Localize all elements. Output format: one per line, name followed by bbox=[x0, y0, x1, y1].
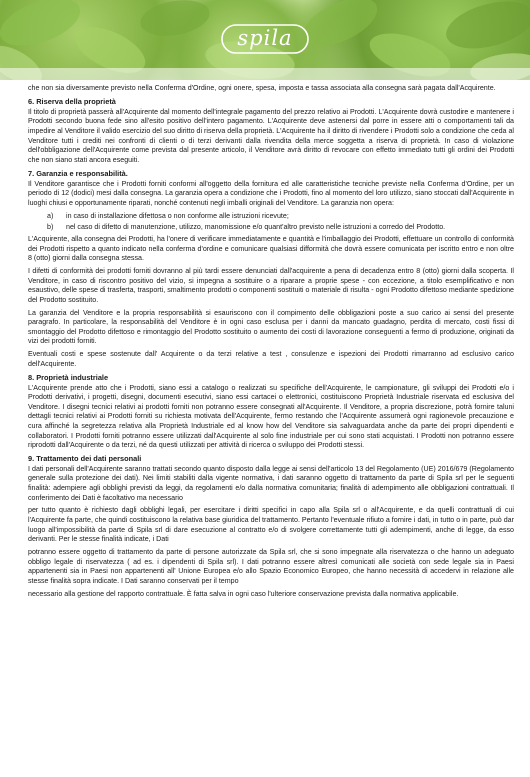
section-7-paragraph-4: La garanzia del Venditore e la propria responsabilità si esauriscono con il compimento delle obbligazioni poste a suo carico ai sensi del presente paragrafo. In particolare, la responsabilità del Venditore è in ogni caso esclusa per i danni da mancato guadagno, perdita di mercato, costi fissi di smontaggio del Prodotto difettoso e rimontaggio del Prodotto sostituito o aumento dei costi di lavorazione conseguenti a fermo di produzione, originati da vizi dei prodotti forniti. bbox=[28, 308, 514, 346]
section-7-paragraph-3: I difetti di conformità dei prodotti forniti dovranno al più tardi essere denunciati dall'acquirente a pena di decadenza entro 8 (otto) giorni dalla scoperta. Il Venditore, in caso di riscontro positivo del vizio, si impegna a sostituire o a riparare a proprie spese - con eccezione, a titolo esemplificativo e non esaustivo, delle spese di trasferta, trasporti, smaltimento prodotti o componenti sostituiti o materiale di risulta - ogni Prodotto difettoso mediante spedizione del Prodotto sostituito. bbox=[28, 267, 514, 304]
section-7-paragraph-2: L'Acquirente, alla consegna dei Prodotti, ha l'onere di verificare immediatamente e quantità e l'imballaggio dei Prodotti, effettuare un controllo di conformità dei Prodotti rispetto a quanto indicato nella conferma d'ordine e comunicare qualsiasi difformità che dovrà essere comunicata per iscritto entro e non oltre 8 (otto) giorni dalla consegna stessa. bbox=[28, 235, 514, 263]
section-9-paragraph-3: potranno essere oggetto di trattamento da parte di persone autorizzate da Spila srl, che si sono impegnate alla riservatezza o che hanno un adeguato obbligo legale di riservatezza ( ad es. i dipendenti di Spila srl). I dati potranno essere altresì comunicati alle società con sede legale sia in Paesi appartenenti sia in Paesi non appartenenti all' Unione Europea e/o allo Spazio Economico Europeo, che hanno necessità di accedervi in relazione alle stesse finalità sopra indicate. I Dati saranno conservati per il tempo bbox=[28, 548, 514, 585]
section-7-paragraph-1: Il Venditore garantisce che i Prodotti forniti conformi all'oggetto della fornitura ed alle caratteristiche tecniche previste nella Conferma d'Ordine, per un periodo di 12 (dodici) mesi dalla consegna. La garanzia opera a condizione che i Prodotti, fino al momento del loro utilizzo, siano stoccati dall'Acquirente in luoghi chiusi e opportunamente riparati, nonché contenuti negli imballi originali del Venditore. La garanzia non opera: bbox=[28, 179, 514, 207]
logo-text: spila bbox=[237, 26, 293, 50]
section-6-title: 6. Riserva della proprietà bbox=[28, 96, 116, 106]
document-body bbox=[28, 84, 514, 602]
section-6-paragraph: Il titolo di proprietà passerà all'Acquirente dal momento dell'integrale pagamento del prezzo relativo ai Prodotti. L'Acquirente dovrà custodire e mantenere i Prodotti secondo buona fede sino all'esito positivo dell'intero pagamento. L'Acquirente deve astenersi dal porre in essere atti o comportamenti tali da impedire al Venditore il valido esercizio del suo diritto di riserva della proprietà. L'Acquirente ha il diritto di rivendere i Prodotti solo a condizione che ceda al Venditore tutti i crediti nei confronti di clienti o di terzi derivanti dalla rivendita della merce soggetta a riserva di proprietà. In caso di violazione dell'obbligazione dell'Acquirente come prevista dal presente articolo, il Venditore avrà diritto di revocare con effetto immediato tutti gli ordini dei Prodotti che non siano stati ancora eseguiti. bbox=[28, 107, 514, 164]
section-8-title: 8. Proprietà industriale bbox=[28, 372, 109, 382]
spila-logo bbox=[221, 24, 309, 54]
section-9-paragraph-1: I dati personali dell'Acquirente saranno trattati secondo quanto disposto dalla legge ai sensi dell'articolo 13 del Regolamento (UE) 2016/679 (Regolamento generale sulla protezione dei dati). Nei limiti stabiliti dalla vigente normativa, i dati saranno oggetto di trattamento da parte di Spila srl per le seguenti finalità: adempiere agli obblighi previsti da leggi, da regolamenti e/o dalla normativa comunitaria; finalità di adempimento alle obbligazioni contrattuali. Il conferimento dei Dati è facoltativo ma necessario bbox=[28, 464, 514, 502]
section-9-title: 9. Trattamento dei dati personali bbox=[28, 453, 142, 463]
header-banner bbox=[0, 0, 530, 80]
section-9-paragraph-2: per tutto quanto è richiesto dagli obblighi legali, per esercitare i diritti specifici in capo alla Spila srl o all'Acquirente, e da quelli contrattuali di cui l'Acquirente fa parte, che quindi costituiscono la relativa base giuridica del trattamento. Pertanto l'eventuale rifiuto a fornire i dati, in tutto o in parte, può dar luogo all'impossibilità da parte di Spila srl di dare esecuzione al contratto e/o di svolgere correttamente tutti gli adempimenti, anche di legge, da esso derivanti. Per le stesse finalità indicate, i Dati bbox=[28, 506, 514, 544]
section-7-paragraph-5: Eventuali costi e spese sostenute dall' Acquirente o da terzi relative a test , consulenze e ispezioni dei Prodotti rimarranno ad esclusivo carico dell'Acquirente. bbox=[28, 350, 514, 368]
list-text: nel caso di difetto di manutenzione, utilizzo, manomissione e/o quant'altro previsto nelle istruzioni a corredo del Prodotto. bbox=[66, 223, 446, 232]
section-9-paragraph-4: necessario alla gestione del rapporto contrattuale. È fatta salva in ogni caso l'ulteriore conservazione prevista dalla normativa applicabile. bbox=[28, 589, 459, 598]
list-text: in caso di installazione difettosa o non conforme alle istruzioni ricevute; bbox=[66, 211, 289, 220]
list-item-a bbox=[28, 212, 514, 222]
intro-paragraph: che non sia diversamente previsto nella Conferma d'Ordine, ogni onere, spesa, imposta e tassa associata alla consegna sarà pagata dall'Acquirente. bbox=[28, 84, 496, 92]
list-marker: a) bbox=[47, 211, 54, 220]
section-7-title: 7. Garanzia e responsabilità. bbox=[28, 168, 128, 178]
section-8-paragraph: L'Acquirente prende atto che i Prodotti, siano essi a catalogo o realizzati su specifiche dell'Acquirente, le campionature, gli sviluppi dei Prodotti e/o i Prodotti derivativi, i progetti, disegni, documenti esecutivi, siano essi cartacei o elettronici, costituiscono Proprietà Industriale riservata ed esclusiva del Venditore. I disegni tecnici relativi ai prodotti forniti non potranno essere consegnati all'Acquirente. Il Venditore, a propria discrezione, potrà fornire taluni dettagli tecnici relativi ai Prodotti forniti su richiesta motivata dell'Acquirente, fermo restando che l'Acquirente assumerà ogni ragionevole precauzione e cura affinché la segretezza relativa alla Proprietà Industriale ed al know how del Venditore sia salvaguardata anche da parte dei propri dipendenti e collaboratori. I Prodotti forniti potranno essere utilizzati dall'Acquirente al solo fine industriale per cui sono stati acquistati. I Prodotti non potranno essere riprodotti dall'Acquirente o da terzi, né da questi utilizzati per attività di ricerca o sviluppo dei Prodotti stessi. bbox=[28, 383, 514, 450]
list-marker: b) bbox=[47, 223, 54, 232]
list-item-b bbox=[28, 223, 514, 233]
